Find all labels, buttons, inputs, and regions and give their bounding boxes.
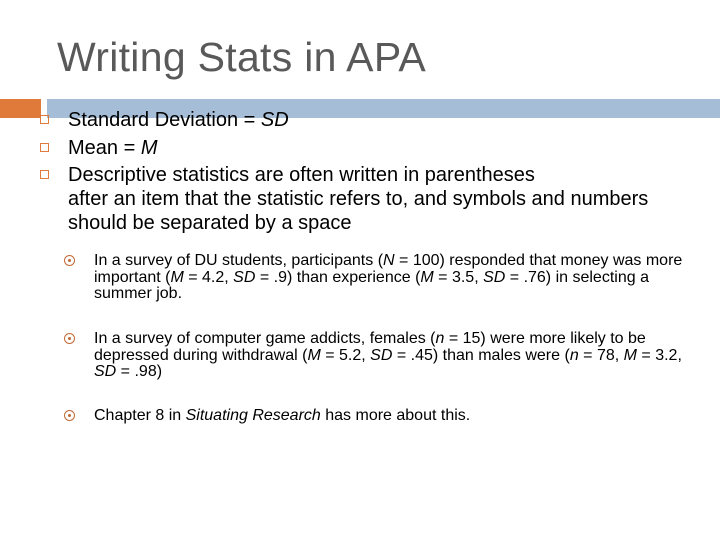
stat-symbol: N <box>383 252 395 269</box>
stat-symbol: SD <box>94 363 117 380</box>
stat-symbol: M <box>170 268 184 286</box>
stat-symbol: n <box>435 330 445 347</box>
text-run: Chapter 8 in <box>94 407 186 424</box>
text-run: = 15) were more likely to be depressed during withdrawal ( <box>94 330 646 364</box>
text-run: = 5.2, <box>320 346 371 364</box>
stat-symbol: SD <box>370 346 393 364</box>
bullet-descriptive-statistics-text <box>68 163 688 235</box>
sub-bullet-text <box>94 408 684 425</box>
stat-symbol: Situating Research <box>185 407 321 424</box>
slide-title: Writing Stats in APA <box>57 34 427 80</box>
text-run: = .98) <box>116 363 163 380</box>
text-run: = 78, <box>578 346 624 364</box>
stat-symbol: SD <box>233 268 256 286</box>
bullet-text: Standard Deviation = <box>68 109 261 131</box>
text-run: In a survey of DU students, participants ( <box>94 252 384 269</box>
sub-bullet-text <box>94 253 684 303</box>
stat-symbol: n <box>569 346 579 364</box>
sub-bullet-text <box>94 331 684 381</box>
circled-dot-bullet-icon <box>64 410 75 421</box>
text-run: = 3.2, <box>636 346 682 364</box>
stat-symbol: SD <box>483 268 506 286</box>
hollow-square-bullet-icon <box>40 143 49 152</box>
stat-symbol: M <box>420 268 434 286</box>
hollow-square-bullet-icon <box>40 115 49 124</box>
text-run: = 3.5, <box>433 268 484 286</box>
text-run: = 100) responded that money was more important ( <box>94 252 683 286</box>
hollow-square-bullet-icon <box>40 170 49 179</box>
stat-symbol: M <box>307 346 321 364</box>
bullet-text: Mean = <box>68 137 141 159</box>
bullet-text-rest: after an item that the statistic refers to, and symbols and numbers should be separated by a space <box>68 188 649 234</box>
text-run: = .76) in selecting a summer job. <box>94 268 649 302</box>
bullet-symbol: M <box>140 137 158 159</box>
text-run: has more about this. <box>320 407 471 424</box>
text-run: In a survey of computer game addicts, females ( <box>94 330 436 347</box>
bullet-text-line1: Descriptive statistics are often written in parentheses <box>68 164 535 186</box>
text-run: = .9) than experience ( <box>255 268 421 286</box>
circled-dot-bullet-icon <box>64 333 75 344</box>
stat-symbol: M <box>623 346 637 364</box>
bullet-symbol: SD <box>260 109 289 131</box>
text-run: = .45) than males were ( <box>392 346 570 364</box>
text-run: = 4.2, <box>183 268 234 286</box>
circled-dot-bullet-icon <box>64 255 75 266</box>
accent-bar-orange <box>0 99 41 118</box>
